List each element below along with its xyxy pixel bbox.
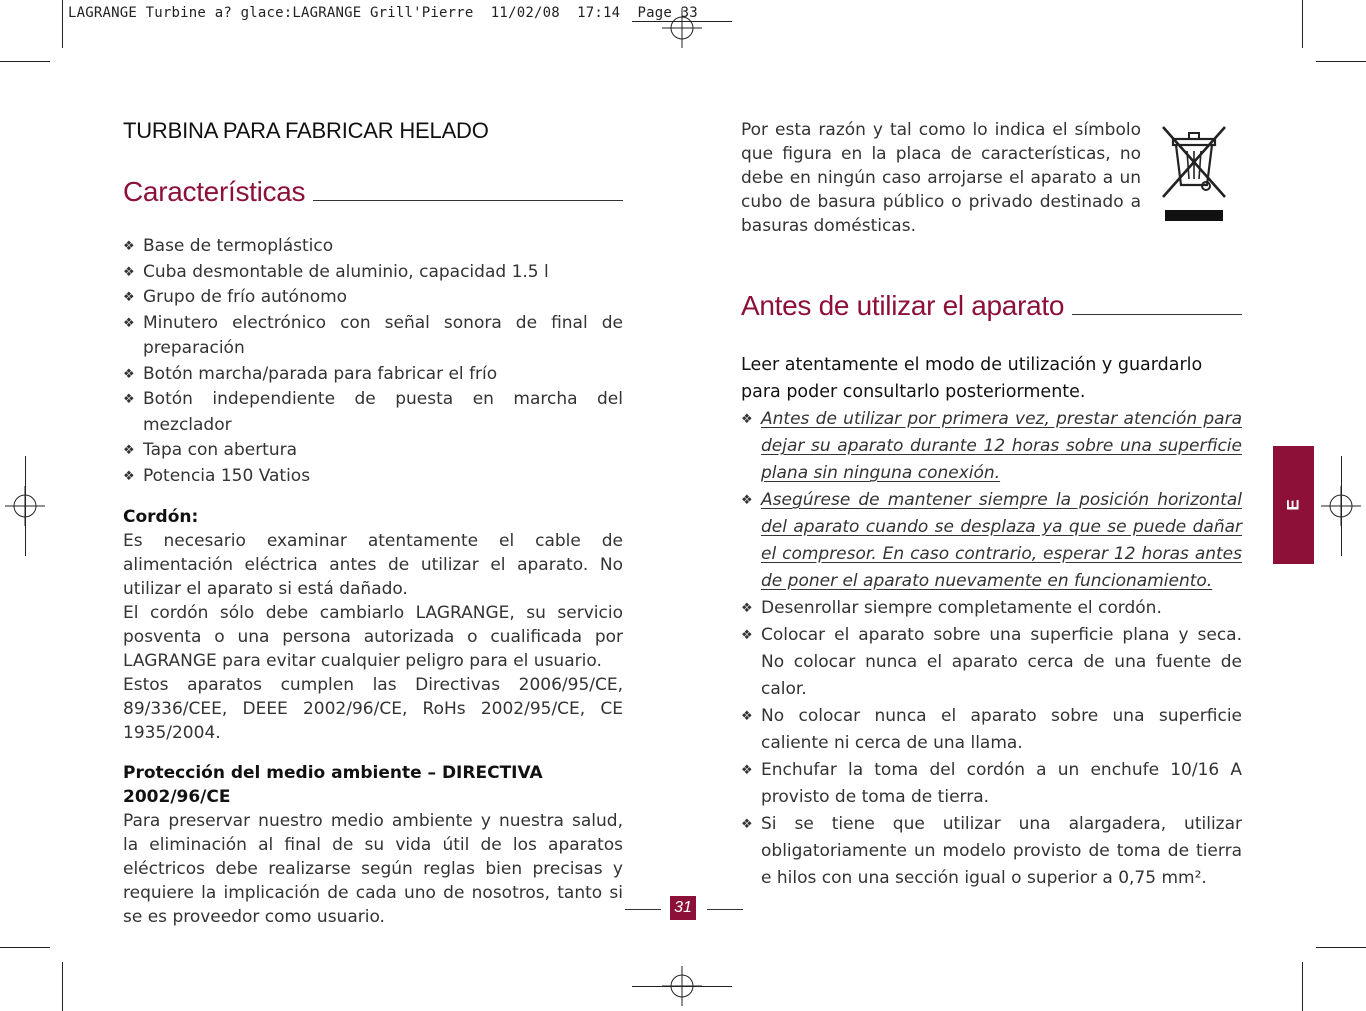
cord-paragraph-3: Estos aparatos cumplen las Directivas 2006/95/CE, 89/336/CEE, DEEE 2002/96/CE, RoHs 2002/95/CE, CE 1935/2004. — [123, 675, 623, 743]
crop-mark — [1302, 962, 1303, 1011]
language-tab — [1273, 446, 1314, 564]
list-item: ❖ No colocar nunca el aparato sobre una superficie caliente ni cerca de una llama. — [741, 703, 1242, 757]
bullet-icon: ❖ — [123, 392, 135, 407]
crop-mark — [0, 61, 50, 62]
cord-section — [123, 505, 623, 745]
bullet-icon: ❖ — [123, 239, 135, 254]
before-use-list — [741, 406, 1242, 892]
list-item: ❖ Colocar el aparato sobre una superficie plana y seca. No colocar nunca el aparato cerca de una fuente de calor. — [741, 622, 1242, 703]
crop-mark — [62, 0, 63, 48]
right-column — [741, 118, 1242, 892]
crop-mark — [1341, 456, 1342, 556]
left-column — [123, 118, 623, 929]
crop-mark — [632, 986, 732, 987]
list-item: ❖ Minutero electrónico con señal sonora de final de preparación — [123, 312, 623, 358]
crop-mark — [25, 456, 26, 556]
cord-paragraph-1: Es necesario examinar atentamente el cable de alimentación eléctrica antes de utilizar el aparato. No utilizar el aparato si está dañado. — [123, 531, 623, 599]
crossed-out-bin-icon — [1159, 121, 1231, 225]
crop-mark — [1316, 947, 1366, 948]
bullet-icon: ❖ — [123, 290, 135, 305]
before-use-heading: Antes de utilizar el aparato — [741, 290, 1065, 321]
bullet-icon: ❖ — [123, 264, 135, 280]
print-slug-line: LAGRANGE Turbine a? glace:LAGRANGE Grill'Pierre 11/02/08 17:14 Page 33 — [68, 5, 698, 21]
bullet-icon: ❖ — [741, 601, 753, 616]
list-item: ❖ Tapa con abertura — [123, 438, 623, 464]
environment-paragraph-2: Por esta razón y tal como lo indica el símbolo que figura en la placa de características, no debe en ningún caso arrojarse el aparato a un cubo de basura público o privado destinado a basuras domésticas. — [741, 120, 1141, 236]
crop-mark — [62, 962, 63, 1011]
list-item: ❖ Botón independiente de puesta en marcha del mezclador — [123, 389, 623, 435]
page-number-rule — [625, 909, 661, 910]
cord-heading: Cordón: — [123, 507, 199, 527]
environment-section — [123, 761, 623, 929]
list-item: ❖ Si se tiene que utilizar una alargadera, utilizar obligatoriamente un modelo provisto de toma de tierra e hilos con una sección igual o superior a 0,75 mm². — [741, 811, 1242, 892]
environment-heading: Protección del medio ambiente – DIRECTIVA 2002/96/CE — [123, 763, 543, 807]
environment-paragraph-1: Para preservar nuestro medio ambiente y nuestra salud, la eliminación al final de su vida útil de los aparatos eléctricos debe realizarse según reglas bien precisas y requiere la implicación de cada uno de nosotros, tanto si se es proveedor como usuario. — [123, 811, 623, 927]
crop-mark — [1302, 0, 1303, 48]
features-heading: Características — [123, 176, 306, 207]
list-item: ❖ Base de termoplástico — [123, 234, 623, 260]
bullet-icon: ❖ — [123, 443, 135, 458]
weee-block — [741, 118, 1242, 238]
list-item: ❖ Grupo de frío autónomo — [123, 285, 623, 311]
document-title: TURBINA PARA FABRICAR HELADO — [123, 118, 489, 143]
bullet-icon: ❖ — [741, 817, 753, 832]
list-item: ❖ Cuba desmontable de aluminio, capacidad 1.5 l — [123, 260, 623, 286]
bullet-icon: ❖ — [123, 366, 135, 382]
page-number-rule — [707, 909, 743, 910]
heading-rule — [313, 200, 623, 201]
bullet-icon: ❖ — [123, 468, 135, 484]
list-item: ❖ Enchufar la toma del cordón a un enchufe 10/16 A provisto de toma de tierra. — [741, 757, 1242, 811]
heading-rule — [1072, 314, 1242, 315]
features-section-header — [123, 176, 623, 208]
bullet-icon: ❖ — [123, 315, 135, 331]
bullet-icon: ❖ — [741, 709, 753, 724]
before-use-section-header — [741, 290, 1242, 322]
bullet-icon: ❖ — [741, 763, 753, 778]
list-item: ❖ Botón marcha/parada para fabricar el frío — [123, 362, 623, 388]
registration-mark-icon — [662, 8, 702, 48]
bullet-icon: ❖ — [741, 412, 753, 427]
crop-mark — [0, 947, 50, 948]
list-item: ❖ Asegúrese de mantener siempre la posición horizontal del aparato cuando se desplaza ya que se puede dañar el compresor. En caso contrario, esperar 12 horas antes de poner el aparato nuevamente en funcionamiento. — [741, 487, 1242, 595]
crop-mark — [632, 21, 732, 22]
list-item: ❖ Desenrollar siempre completamente el cordón. — [741, 595, 1242, 622]
before-use-intro: Leer atentamente el modo de utilización y guardarlo para poder consultarlo posteriormente. — [741, 355, 1203, 402]
language-tab-label: E — [1283, 499, 1303, 511]
crop-mark — [1316, 61, 1366, 62]
features-list — [123, 234, 623, 489]
bullet-icon: ❖ — [741, 493, 753, 508]
list-item: ❖ Potencia 150 Vatios — [123, 464, 623, 490]
list-item: ❖ Antes de utilizar por primera vez, prestar atención para dejar su aparato durante 12 horas sobre una superficie plana sin ninguna conexión. — [741, 406, 1242, 487]
cord-paragraph-2: El cordón sólo debe cambiarlo LAGRANGE, su servicio posventa o una persona autorizada o cualificada por LAGRANGE para evitar cualquier peligro para el usuario. — [123, 603, 623, 671]
page-number: 31 — [670, 896, 696, 920]
bullet-icon: ❖ — [741, 628, 753, 643]
